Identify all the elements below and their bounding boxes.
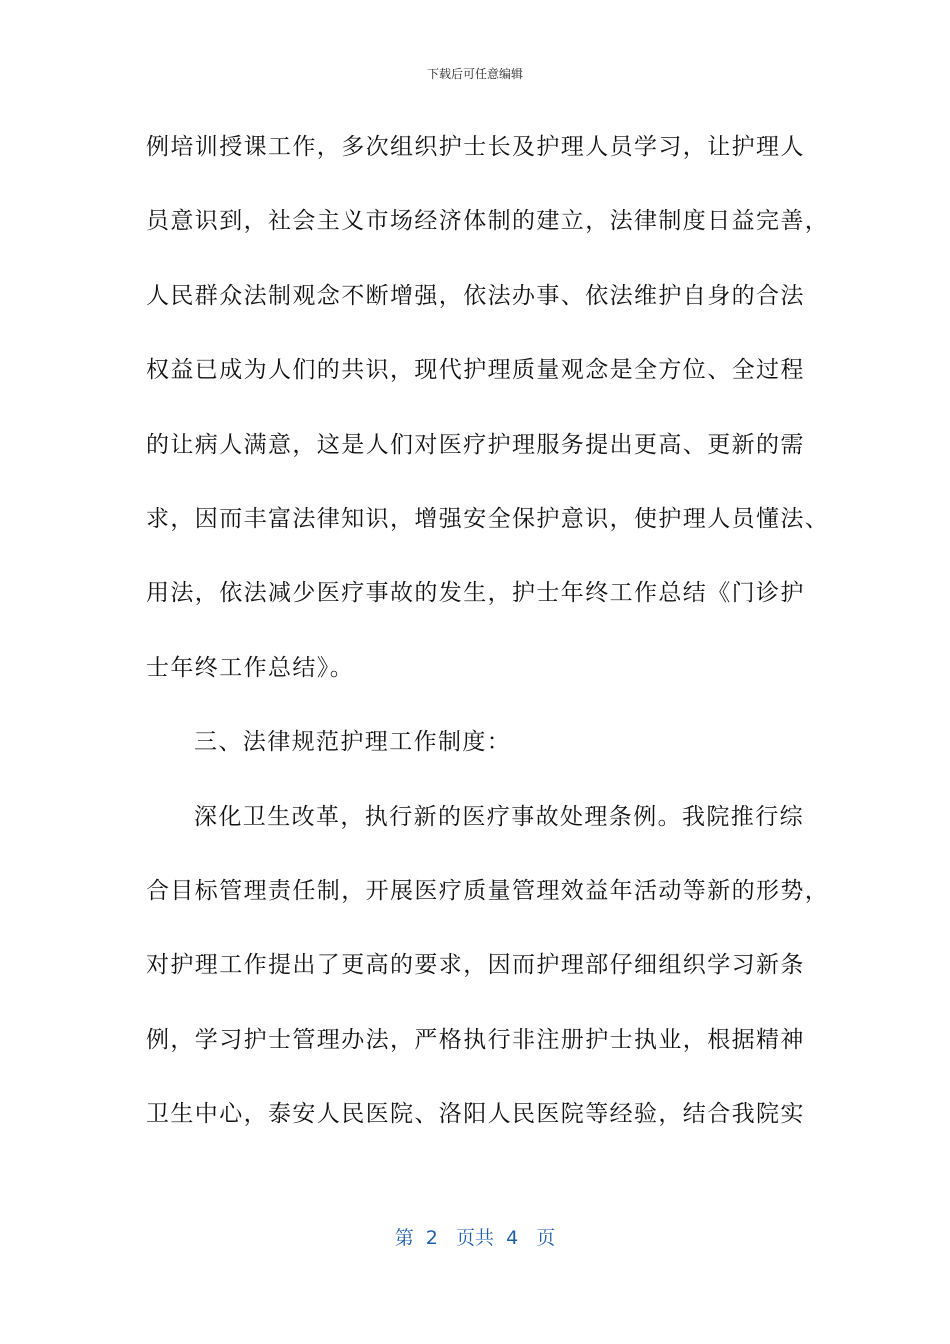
text-line: 对护理工作提出了更高的要求，因而护理部仔细组织学习新条 — [146, 952, 805, 979]
section-heading: 三、法律规范护理工作制度： — [194, 729, 512, 756]
page-number-footer: 第 2 页共 4 页 — [394, 1227, 556, 1249]
document-body — [146, 125, 830, 1166]
text-line: 合目标管理责任制，开展医疗质量管理效益年活动等新的形势， — [146, 877, 830, 904]
paragraph-start-line: 深化卫生改革，执行新的医疗事故处理条例。我院推行综 — [194, 803, 804, 830]
text-line: 员意识到，社会主义市场经济体制的建立，法律制度日益完善， — [146, 208, 830, 235]
text-line: 例培训授课工作，多次组织护士长及护理人员学习，让护理人 — [146, 134, 805, 160]
text-line: 权益已成为人们的共识，现代护理质量观念是全方位、全过程 — [146, 357, 805, 384]
text-line: 用法，依法减少医疗事故的发生，护士年终工作总结《门诊护 — [146, 580, 805, 607]
text-line: 例，学习护士管理办法，严格执行非注册护士执业，根据精神 — [146, 1026, 805, 1053]
text-line: 的让病人满意，这是人们对医疗护理服务提出更高、更新的需 — [146, 431, 805, 458]
text-line: 卫生中心，泰安人民医院、洛阳人民医院等经验，结合我院实 — [146, 1101, 805, 1128]
text-line: 求，因而丰富法律知识，增强安全保护意识，使护理人员懂法、 — [146, 505, 830, 532]
page-header: 下载后可任意编辑 — [426, 67, 523, 81]
text-line: 人民群众法制观念不断增强，依法办事、依法维护自身的合法 — [146, 282, 805, 309]
text-line: 士年终工作总结》。 — [146, 654, 355, 681]
